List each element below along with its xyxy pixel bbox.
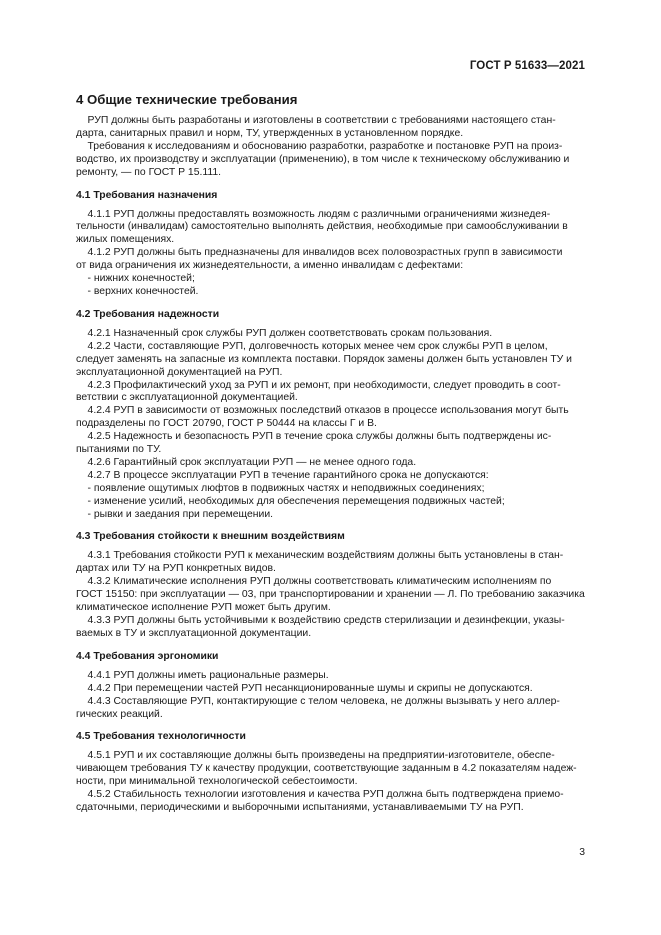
text-line: 4.4.2 При перемещении частей РУП несанкционированные шумы и скрипы не допускаются. xyxy=(76,682,533,694)
text-line: 4.3.3 РУП должны быть устойчивыми к воздействию средств стерилизации и дезинфекции, указы- xyxy=(76,615,565,626)
text-line: 4.2.4 РУП в зависимости от возможных последствий отказов в процессе использования могут быть xyxy=(76,405,569,417)
text-line: 4.5.2 Стабильность технологии изготовления и качества РУП должна быть подтверждена приемо- xyxy=(76,789,564,801)
section-4-4 xyxy=(76,650,584,722)
text-line: пытаниями по ТУ. xyxy=(76,444,162,456)
text-line: Требования к исследованиям и обоснованию разработки, разработке и постановке РУП на произ- xyxy=(76,140,563,152)
text-line: - нижних конечностей; xyxy=(76,273,195,285)
text-line: 4.1.1 РУП должны предоставлять возможность людям с различными ограничениями жизнедея- xyxy=(76,208,551,220)
section-4-5 xyxy=(76,730,584,815)
text-line: 4.1.2 РУП должны быть предназначены для инвалидов всех половозрастных групп в зависимости xyxy=(76,247,563,259)
subsection-heading: 4.1 Требования назначения xyxy=(76,189,218,201)
text-line: подразделены по ГОСТ 20790, ГОСТ Р 50444 на классы Г и В. xyxy=(76,418,377,430)
text-line: 4.2.7 В процессе эксплуатации РУП в течение гарантийного срока не допускаются: xyxy=(76,469,489,481)
text-line: климатическое исполнение РУП может быть другим. xyxy=(76,602,331,614)
subsection-paragraphs xyxy=(76,550,584,640)
text-line: ремонту, — по ГОСТ Р 15.111. xyxy=(76,166,222,178)
text-line: - появление ощутимых люфтов в подвижных частях и неподвижных соединениях; xyxy=(76,482,485,494)
text-line: 4.5.1 РУП и их составляющие должны быть произведены на предприятии-изготовителе, обеспе- xyxy=(76,750,555,762)
text-line: ности, при минимальной технологической себестоимости. xyxy=(76,776,358,788)
section-4 xyxy=(76,92,584,180)
text-line: ваемых в ТУ и эксплуатационной документации. xyxy=(76,627,312,639)
text-line: тельности (инвалидам) самостоятельно выполнять действия, необходимые при самообслуживании в xyxy=(76,221,568,233)
text-line: водство, их производству и эксплуатации (применению), в том числе к техническому обслуживанию и xyxy=(76,153,570,165)
text-line: 4.2.3 Профилактический уход за РУП и их ремонт, при необходимости, следует проводить в соот- xyxy=(76,379,561,391)
text-line: 4.4.1 РУП должны иметь рациональные размеры. xyxy=(76,669,329,681)
text-line: - изменение усилий, необходимых для обеспечения перемещения подвижных частей; xyxy=(76,495,505,507)
text-line: 4.3.1 Требования стойкости РУП к механическим воздействиям должны быть установлены в стан- xyxy=(76,550,564,562)
text-line: дарта, санитарных правил и норм, ТУ, утвержденных в установленном порядке. xyxy=(76,127,464,139)
text-line: ГОСТ 15150: при эксплуатации — 03, при транспортировании и хранении — Л. По требованию заказчика xyxy=(76,589,585,601)
subsection-paragraphs xyxy=(76,670,584,722)
text-line: ветствии с эксплуатационной документацией. xyxy=(76,392,298,404)
section-heading: 4 Общие технические требования xyxy=(76,92,298,107)
text-line: 4.2.6 Гарантийный срок эксплуатации РУП — не менее одного года. xyxy=(76,456,417,468)
subsection-heading: 4.5 Требования технологичности xyxy=(76,731,246,743)
subsection-heading: 4.2 Требования надежности xyxy=(76,308,220,320)
text-line: дартах или ТУ на РУП конкретных видов. xyxy=(76,563,276,575)
text-line: от вида ограничения их жизнедеятельности, а именно инвалидам с дефектами: xyxy=(76,260,464,272)
section-4-1 xyxy=(76,189,584,299)
subsection-heading: 4.4 Требования эргономики xyxy=(76,650,219,662)
text-line: 4.2.2 Части, составляющие РУП, долговечность которых менее чем срок службы РУП в целом, xyxy=(76,340,548,352)
document-body xyxy=(76,92,584,815)
subsection-paragraphs xyxy=(76,750,584,815)
text-line: 4.4.3 Составляющие РУП, контактирующие с телом человека, не должны вызывать у него аллер- xyxy=(76,695,560,707)
text-line: 4.3.2 Климатические исполнения РУП должны соответствовать климатическим исполнениям по xyxy=(76,576,552,588)
text-line: - рывки и заедания при перемещении. xyxy=(76,508,274,520)
text-line: 4.2.5 Надежность и безопасность РУП в течение срока службы должны быть подтверждены ис- xyxy=(76,431,552,443)
subsection-paragraphs xyxy=(76,328,584,522)
section-paragraphs xyxy=(76,115,584,180)
text-line: 4.2.1 Назначенный срок службы РУП должен соответствовать срокам пользования. xyxy=(76,327,493,339)
subsection-paragraphs xyxy=(76,209,584,299)
text-line: гических реакций. xyxy=(76,708,163,720)
text-line: чивающем требования ТУ к качеству продукции, соответствующие заданным в 4.2 показателям надеж- xyxy=(76,763,577,775)
page-number: 3 xyxy=(579,847,585,858)
text-line: следует заменять на запасные из комплекта поставки. Порядок замены должен быть установлен ТУ и xyxy=(76,353,572,365)
section-4-3 xyxy=(76,530,584,640)
text-line: - верхних конечностей. xyxy=(76,285,199,297)
text-line: РУП должны быть разработаны и изготовлены в соответствии с требованиями настоящего стан- xyxy=(76,115,556,126)
text-line: жилых помещениях. xyxy=(76,234,175,246)
document-code: ГОСТ Р 51633—2021 xyxy=(469,60,585,72)
subsection-heading: 4.3 Требования стойкости к внешним воздействиям xyxy=(76,531,345,543)
text-line: эксплуатационной документацией на РУП. xyxy=(76,366,283,378)
text-line: сдаточными, периодическими и выборочными испытаниями, устанавливаемыми ТУ на РУП. xyxy=(76,802,524,814)
section-4-2 xyxy=(76,308,584,522)
